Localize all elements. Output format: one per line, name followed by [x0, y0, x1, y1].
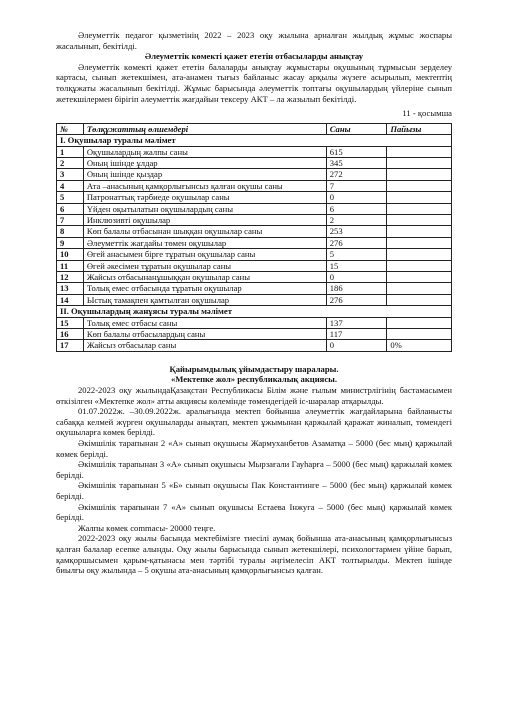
row-count: 276	[326, 294, 387, 305]
row-percent	[387, 317, 452, 328]
row-label: Толық емес отбасы саны	[83, 317, 326, 328]
row-percent	[387, 283, 452, 294]
row-number: 8	[57, 226, 84, 237]
row-count: 7	[326, 180, 387, 191]
row-label: Көп балалы отбасылардың саны	[83, 329, 326, 340]
row-percent	[387, 203, 452, 214]
row-number: 16	[57, 329, 84, 340]
row-percent	[387, 329, 452, 340]
row-percent: 0%	[387, 340, 452, 351]
row-count: 2	[326, 215, 387, 226]
col-parameter-header: Төлқұжаттың өлшемдері	[83, 123, 326, 134]
col-percent-header: Пайызы	[387, 123, 452, 134]
row-label: Өгей анасымен бірге тұратын оқушылар саны	[83, 249, 326, 260]
table-row	[57, 249, 452, 260]
table-row	[57, 340, 452, 351]
row-count: 272	[326, 169, 387, 180]
row-label: Өгей әкесімен тұратын оқушылар саны	[83, 260, 326, 271]
row-percent	[387, 157, 452, 168]
row-count: 253	[326, 226, 387, 237]
row-number: 12	[57, 272, 84, 283]
row-label: Жайсыз отбасылар саны	[83, 340, 326, 351]
row-percent	[387, 237, 452, 248]
row-label: Ата –анасының қамқорлығынсыз қалған оқушы саны	[83, 180, 326, 191]
row-count: 615	[326, 146, 387, 157]
row-percent	[387, 215, 452, 226]
section2-paragraph-5: Әкімшілік тарапынан 5 «Б» сынып оқушысы Пак Константинге – 5000 (бес мың) қаржылай көмек берілді.	[56, 480, 452, 501]
row-label: Үйден оқытылатын оқушылардың саны	[83, 203, 326, 214]
appendix-label: 11 - қосымша	[402, 108, 452, 119]
row-number: 4	[57, 180, 84, 191]
section2-paragraph-8: 2022-2023 оқу жылы басында мектебімізге тиесілі аумақ бойынша ата-анасының қамқорлығынсыз қалған балалар есепке алынды. Оқу жылы барысында сынып жетекшілері, психологтармен үйіне барып, қамқоршысымен қарым-қатынасы мен тәртібі туралы әңгімелесіп АКТ толтырылды. Мектеп ішінде биылғы оқу жылында – 5 оқушы ата-анасының қамқорлығынсыз қалған.	[56, 533, 452, 576]
row-label: Ыстық тамақпен қамтылған оқушылар	[83, 294, 326, 305]
row-label: Әлеуметтік жағдайы төмен оқушылар	[83, 237, 326, 248]
table-row	[57, 203, 452, 214]
table-row	[57, 272, 452, 283]
row-number: 1	[57, 146, 84, 157]
row-count: 0	[326, 340, 387, 351]
table-row	[57, 157, 452, 168]
row-number: 2	[57, 157, 84, 168]
row-number: 3	[57, 169, 84, 180]
row-count: 15	[326, 260, 387, 271]
table-row	[57, 192, 452, 203]
table-section-row	[57, 306, 452, 317]
table-row	[57, 237, 452, 248]
row-count: 6	[326, 203, 387, 214]
row-count: 345	[326, 157, 387, 168]
row-number: 5	[57, 192, 84, 203]
row-percent	[387, 226, 452, 237]
row-number: 11	[57, 260, 84, 271]
section2-paragraph-2: 01.07.2022ж. –30.09.2022ж. аралығында мектеп бойынша әлеуметтік жағдайларына байланысты сабаққа келмей жүрген оқушыларды анықтап, мектеп ұжымынан қаржылай қаражат жиналып, төмендегі оқушыларға көмек берілді.	[56, 406, 452, 438]
row-label: Оның ішінде қыздар	[83, 169, 326, 180]
table-section-row	[57, 135, 452, 146]
row-label: Патронаттық тәрбиеде оқушылар саны	[83, 192, 326, 203]
section2-paragraph-4: Әкімшілік тарапынан 3 «А» сынып оқушысы Мырзағали Гауһарға – 5000 (бес мың) қаржылай көмек берілді.	[56, 459, 452, 480]
table-row	[57, 294, 452, 305]
row-count: 5	[326, 249, 387, 260]
row-number: 15	[57, 317, 84, 328]
section2-subtitle: «Мектепке жол» республикалық акциясы.	[170, 374, 338, 385]
row-percent	[387, 272, 452, 283]
section-a-label: І. Оқушылар туралы мәлімет	[57, 135, 452, 146]
row-label: Оқушылардың жалпы саны	[83, 146, 326, 157]
table-header-row	[57, 123, 452, 134]
row-number: 13	[57, 283, 84, 294]
table-row	[57, 260, 452, 271]
row-count: 0	[326, 192, 387, 203]
table-row	[57, 317, 452, 328]
row-number: 9	[57, 237, 84, 248]
row-label: Көп балалы отбасынан шыққан оқушылар саны	[83, 226, 326, 237]
table-row	[57, 146, 452, 157]
row-count: 186	[326, 283, 387, 294]
col-number-header: №	[57, 123, 84, 134]
row-label: Оның ішінде ұлдар	[83, 157, 326, 168]
section2-paragraph-7: Жалпы көмек сommaсы- 20000 теңге.	[78, 522, 216, 533]
col-count-header: Саны	[326, 123, 387, 134]
row-percent	[387, 169, 452, 180]
table-row	[57, 215, 452, 226]
row-percent	[387, 180, 452, 191]
row-number: 17	[57, 340, 84, 351]
table-row	[57, 180, 452, 191]
row-number: 7	[57, 215, 84, 226]
row-percent	[387, 294, 452, 305]
row-percent	[387, 146, 452, 157]
row-count: 0	[326, 272, 387, 283]
section2-title: Қайырымдылық ұйымдастыру шаралары.	[169, 363, 339, 374]
row-percent	[387, 260, 452, 271]
row-number: 14	[57, 294, 84, 305]
row-label: Жайсыз отбасынанұшыққан оқушылар саны	[83, 272, 326, 283]
section2-paragraph-6: Әкімшілік тарапынан 7 «А» сынып оқушысы Естаева Інжуга – 5000 (бес мың) қаржылай көмек берілді.	[56, 501, 452, 523]
passport-table	[56, 123, 452, 352]
row-number: 10	[57, 249, 84, 260]
row-count: 117	[326, 329, 387, 340]
section2-paragraph-3: Әкімшілік тарапынан 2 «А» сынып оқушысы Жармуханбетов Азаматқа – 5000 (бес мың) қаржылай көмек берілді.	[56, 438, 452, 459]
table-row	[57, 169, 452, 180]
row-label: Толық емес отбасында тұратын оқушылар	[83, 283, 326, 294]
row-number: 6	[57, 203, 84, 214]
table-row	[57, 329, 452, 340]
section-b-label: ІІ. Оқушылардың жанұясы туралы мәлімет	[57, 306, 452, 317]
row-percent	[387, 192, 452, 203]
section2-paragraph-1: 2022-2023 оқу жылындаҚазақстан Республикасы Білім және ғылым министрлігінің бастамасымен өткізілген «Мектепке жол» атты акциясы көлемінде төмендегідей іс-шаралар атқарылды.	[56, 385, 452, 406]
section1-paragraph: Әлеуметтік көмекті қажет ететін балаларды анықтау жұмыстары оқушының тұрмысын зерделеу картасы, сынып жетекшімен, ата-анамен тығыз байланыс жасау арқылы жүзеге асырылып, мектептің төлқұжаты жасалынып бекітілді. Жұмыс барысында әлеуметтік топтағы оқушылардың үйлеріне сынып жетекшілермен бірігіп әлеуметтік жағдайын тексеру АКТ – ла жазылып бекітілді.	[56, 61, 452, 104]
table-row	[57, 283, 452, 294]
intro-paragraph: Әлеуметтік педагог қызметінің 2022 – 2023 оқу жылына арналған жылдық жұмыс жоспары жасалынып, бекітілді.	[56, 30, 452, 51]
row-label: Инклюзивті оқушылар	[83, 215, 326, 226]
row-percent	[387, 249, 452, 260]
row-count: 137	[326, 317, 387, 328]
table-row	[57, 226, 452, 237]
row-count: 276	[326, 237, 387, 248]
section1-heading: Әлеуметтік көмекті қажет ететін отбасыларды анықтау	[144, 51, 364, 62]
